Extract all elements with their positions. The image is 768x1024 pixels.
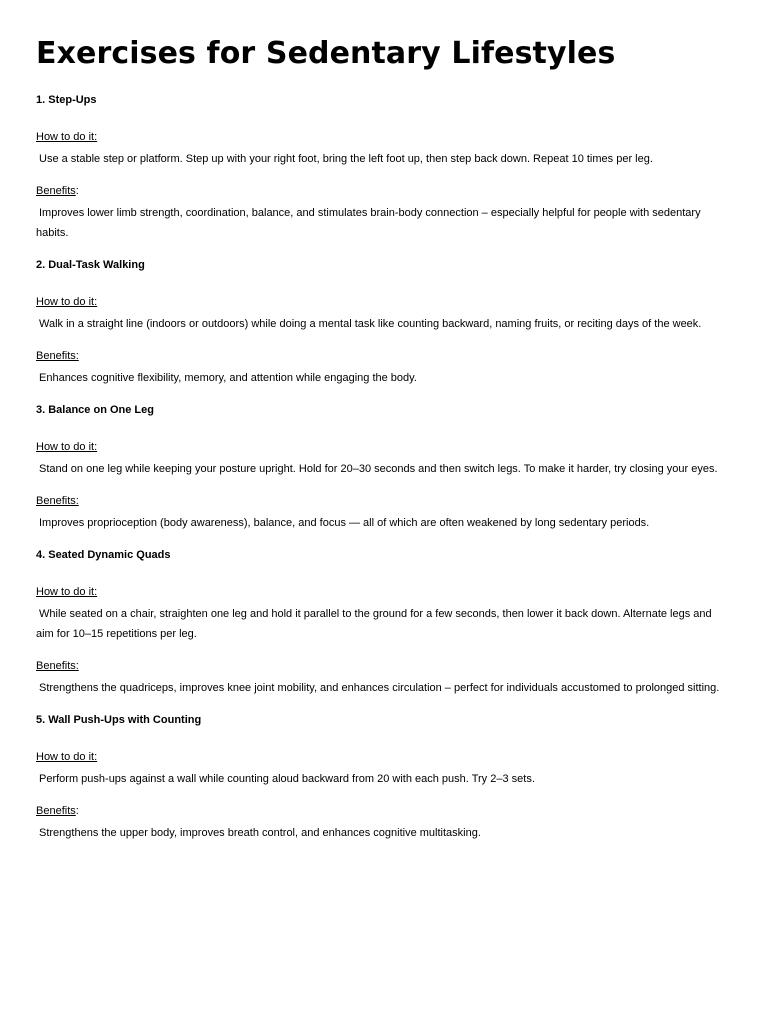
benefits-label: Benefits:: [36, 660, 79, 672]
how-to-text: Walk in a straight line (indoors or outdoors) while doing a mental task like counting backward, naming fruits, or reciting days of the week.: [39, 318, 702, 330]
section-heading: 3. Balance on One Leg: [36, 404, 154, 416]
how-to-label: How to do it:: [36, 441, 98, 453]
benefits-label: Benefits:: [36, 350, 79, 362]
how-to-label: How to do it:: [36, 131, 98, 143]
section-heading: 2. Dual-Task Walking: [36, 259, 145, 271]
benefits-label: Benefits:: [36, 805, 79, 817]
section-heading: 5. Wall Push-Ups with Counting: [36, 714, 202, 726]
page-title: Exercises for Sedentary Lifestyles: [36, 36, 616, 71]
exercise-section-step-ups: [36, 92, 728, 243]
how-to-text: Stand on one leg while keeping your posture upright. Hold for 20–30 seconds and then switch legs. To make it harder, try closing your eyes.: [39, 463, 718, 475]
benefits-text: Enhances cognitive flexibility, memory, and attention while engaging the body.: [39, 372, 417, 384]
how-to-label: How to do it:: [36, 586, 98, 598]
benefits-label: Benefits:: [36, 495, 79, 507]
exercise-section-dual-task-walking: [36, 257, 728, 388]
benefits-text: Strengthens the upper body, improves breath control, and enhances cognitive multitasking.: [39, 827, 481, 839]
benefits-text: Improves proprioception (body awareness), balance, and focus — all of which are often weakened by long sedentary periods.: [39, 517, 650, 529]
how-to-label: How to do it:: [36, 751, 98, 763]
section-heading: 4. Seated Dynamic Quads: [36, 549, 171, 561]
exercise-section-seated-dynamic-quads: [36, 547, 728, 698]
benefits-text: Improves lower limb strength, coordination, balance, and stimulates brain-body connection – especially helpful for people with sedentary habits.: [36, 207, 701, 239]
how-to-text: Perform push-ups against a wall while counting aloud backward from 20 with each push. Try 2–3 sets.: [39, 773, 535, 785]
exercise-section-balance-one-leg: [36, 402, 728, 533]
how-to-text: Use a stable step or platform. Step up with your right foot, bring the left foot up, then step back down. Repeat 10 times per leg.: [39, 153, 653, 165]
how-to-label: How to do it:: [36, 296, 98, 308]
section-heading: 1. Step-Ups: [36, 94, 97, 106]
benefits-label: Benefits:: [36, 185, 79, 197]
how-to-text: While seated on a chair, straighten one leg and hold it parallel to the ground for a few seconds, then lower it back down. Alternate legs and aim for 10–15 repetitions per leg.: [36, 608, 712, 640]
exercise-section-wall-push-ups: [36, 712, 728, 843]
benefits-text: Strengthens the quadriceps, improves knee joint mobility, and enhances circulation – perfect for individuals accustomed to prolonged sitting.: [39, 682, 720, 694]
